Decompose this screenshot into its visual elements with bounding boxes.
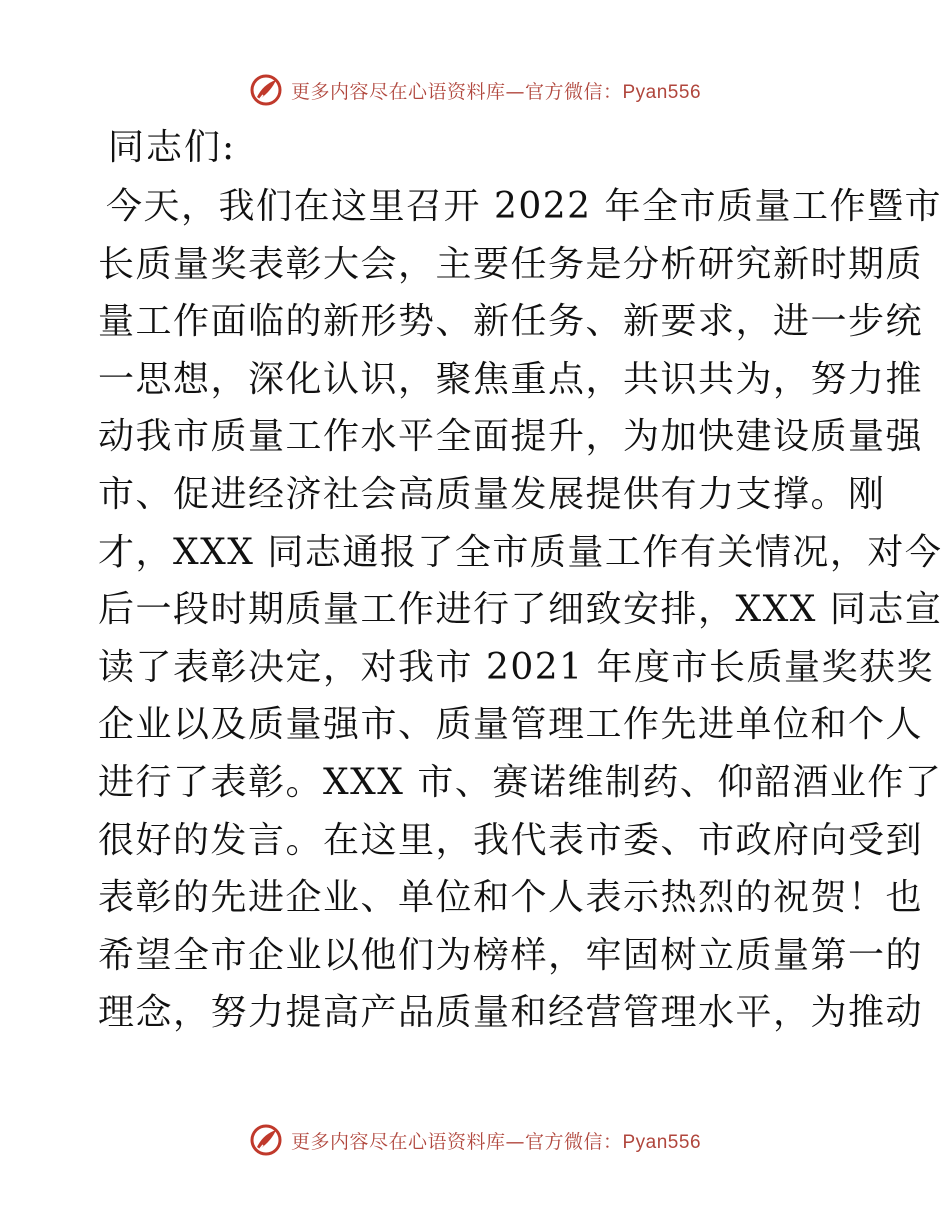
text-line: 进行了表彰。XXX 市、赛诺维制药、仰韶酒业作了	[98, 761, 943, 803]
text-line: 动我市质量工作水平全面提升，为加快建设质量强	[98, 416, 924, 458]
text-line: 表彰的先进企业、单位和个人表示热烈的祝贺！也	[98, 877, 924, 919]
text-line: 长质量奖表彰大会，主要任务是分析研究新时期质	[98, 243, 924, 285]
watermark-header	[0, 70, 950, 110]
salutation: 同志们:	[108, 127, 237, 168]
text-line: 希望全市企业以他们为榜样，牢固树立质量第一的	[98, 934, 924, 976]
watermark-text: 更多内容尽在心语资料库—官方微信：Pyan556	[290, 80, 702, 103]
text-line: 市、促进经济社会高质量发展提供有力支撑。刚	[98, 473, 886, 515]
text-line: 读了表彰决定，对我市 2021 年度市长质量奖获奖	[98, 646, 935, 688]
text-line: 才，XXX 同志通报了全市质量工作有关情况，对今	[98, 531, 943, 573]
text-line: 量工作面临的新形势、新任务、新要求，进一步统	[98, 301, 924, 343]
watermark-text: 更多内容尽在心语资料库—官方微信：Pyan556	[290, 1130, 702, 1153]
text-line: 很好的发言。在这里，我代表市委、市政府向受到	[98, 819, 924, 861]
text-line: 今天，我们在这里召开 2022 年全市质量工作暨市	[106, 186, 943, 227]
pen-nib-logo-icon	[249, 1123, 283, 1157]
text-line: 一思想，深化认识，聚焦重点，共识共为，努力推	[98, 358, 924, 400]
text-line: 企业以及质量强市、质量管理工作先进单位和个人	[98, 704, 924, 746]
watermark-footer	[0, 1120, 950, 1160]
text-line: 理念，努力提高产品质量和经营管理水平，为推动	[98, 992, 924, 1034]
document-body	[98, 178, 943, 1042]
pen-nib-logo-icon	[249, 73, 283, 107]
text-line: 后一段时期质量工作进行了细致安排，XXX 同志宣	[98, 589, 943, 631]
